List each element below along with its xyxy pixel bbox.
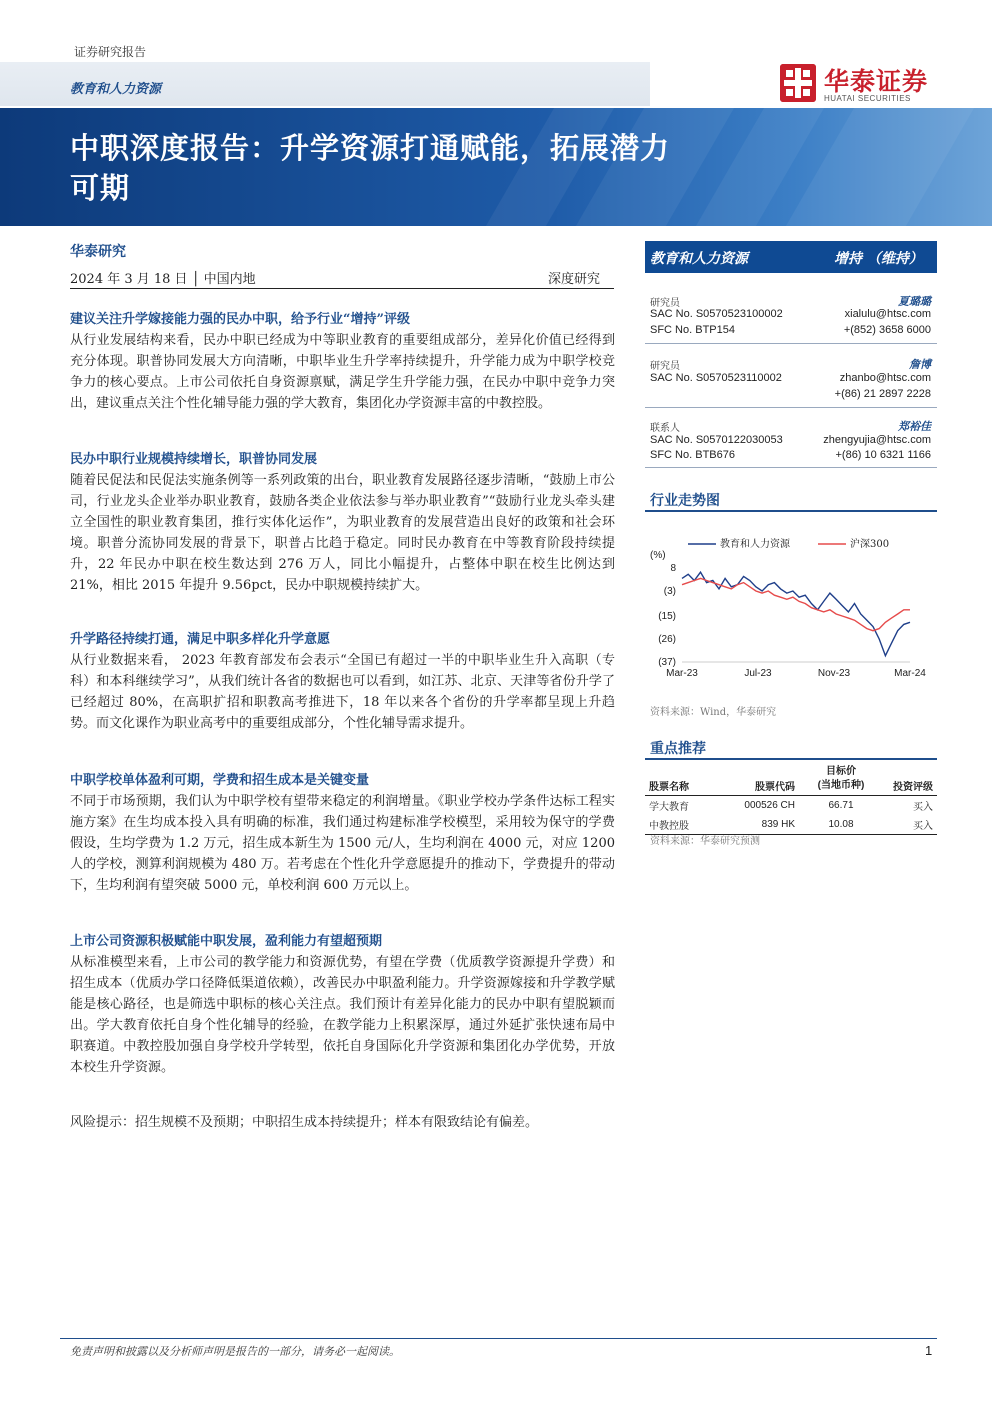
analyst-phone: +(86) 10 6321 1166 — [835, 449, 931, 461]
y-tick-label: (15) — [658, 611, 676, 623]
research-org: 华泰研究 — [70, 244, 126, 260]
target-price: 10.08 — [828, 819, 854, 830]
divider — [645, 467, 937, 468]
analyst-sac: SAC No. S0570523100002 — [650, 308, 783, 320]
section-body: 不同于市场预期，我们认为中职学校有望带来稳定的利润增量。《职业学校办学条件达标工程实施方案》在生均成本投入具有明确的标准，我们通过构建标准学校模型，采用较为保守的学费假设，生均学费为 1.2 万元，招生成本新生为 1500 元/人，生均利润在 4000 元，对应 1200 人的学校，测算利润规模为 480 万。若考虑在个性化升学意愿提升的推动下，学费提升的带动下，生均利润有望突破 5000 元，单校利润 600 万元以上。 — [70, 794, 615, 893]
sector-label: 教育和人力资源 — [70, 82, 162, 97]
col-header: (当地币种) — [817, 780, 865, 791]
analyst-role: 研究员 — [650, 361, 680, 372]
section-body: 随着民促法和民促法实施条例等一系列政策的出台，职业教育发展路径逐步清晰，“鼓励上市公司，行业龙头企业举办职业教育，鼓励各类企业依法参与举办职业教育”“鼓励行业龙头牵头建立全国性的职业教育集团，推行实体化运作”，为职业教育的发展营造出良好的政策和社会环境。职普分流协同发展的背景下，职普占比趋于稳定。同时民办教育在中等教育阶段持续提升，22 年民办中职在校生数达到 276 万人，同比小幅提升，占整体中职在校生比例达到 21%，相比 2015 年提升 9.56pct，民办中职规模持续扩大。 — [70, 473, 615, 593]
analyst-line — [650, 308, 931, 320]
section-heading: 中职学校单体盈利可期，学费和招生成本是关键变量 — [70, 773, 370, 788]
section-heading: 建议关注升学嫁接能力强的民办中职，给予行业“增持”评级 — [70, 312, 410, 327]
y-tick-label: (37) — [658, 657, 676, 668]
stock-code: 000526 CH — [744, 800, 795, 811]
y-tick-label: (26) — [658, 634, 676, 646]
recommend-title: 重点推荐 — [650, 741, 706, 757]
logo-subtext: HUATAI SECURITIES — [824, 94, 911, 103]
recommend-source: 资料来源：华泰研究预测 — [650, 836, 760, 847]
stock-name: 中教控股 — [649, 821, 689, 832]
col-header: 目标价 — [826, 766, 856, 777]
analyst-name: 郑裕佳 — [898, 420, 931, 433]
analyst-email[interactable]: xialulu@htsc.com — [844, 308, 931, 320]
analyst-sfc: SFC No. BTP154 — [650, 324, 735, 336]
report-type: 深度研究 — [548, 272, 601, 287]
section-body: 从标准模型来看，上市公司的教学能力和资源优势，有望在学费（优质教学资源提升学费）和招生成本（优质办学口径降低渠道依赖），改善民办中职盈利能力。升学资源嫁接和升学教学赋能是核心路径，也是筛选中职标的核心关注点。我们预计有差异化能力的民办中职有望脱颖而出。学大教育依托自身个性化辅导的经验，在教学能力上积累深厚，通过外延扩张快速布局中职赛道。中教控股加强自身学校升学转型，依托自身国际化升学资源和集团化办学优势，开放本校生升学资源。 — [70, 955, 615, 1075]
analyst-sfc: SFC No. BTB676 — [650, 449, 735, 461]
rating-value: 增持 （维持） — [834, 251, 923, 267]
rating-sector: 教育和人力资源 — [650, 251, 748, 267]
section-heading: 上市公司资源积极赋能中职发展，盈利能力有望超预期 — [70, 934, 383, 949]
analyst-role: 研究员 — [650, 298, 680, 309]
x-tick-label: Mar-24 — [894, 668, 926, 679]
divider — [70, 288, 614, 289]
analyst-role: 联系人 — [650, 423, 680, 434]
col-header: 股票代码 — [755, 782, 795, 793]
analyst-name: 詹博 — [909, 358, 931, 371]
stock-name: 学大教育 — [649, 802, 689, 813]
risk-warning: 风险提示：招生规模不及预期；中职招生成本持续提升；样本有限致结论有偏差。 — [70, 1115, 539, 1130]
analyst-line — [650, 449, 931, 461]
trend-title: 行业走势图 — [650, 493, 720, 509]
logo-text: 华泰证券 — [824, 68, 929, 96]
report-category: 证券研究报告 — [74, 45, 147, 59]
analyst-phone: +(86) 21 2897 2228 — [834, 388, 931, 400]
section-body: 从行业数据来看， 2023 年教育部发布会表示“全国已有超过一半的中职毕业生升入高职（专科）和本科继续学习”，从我们统计各省的数据也可以看到，如江苏、北京、天津等省份升学了已经超过 80%，在高职扩招和职教高考推进下，18 年以来各个省份的升学率都呈现上升趋势。而文化课作为职业高考中的重要组成部分，个性化辅导需求提升。 — [70, 653, 615, 731]
report-title: 中职深度报告：升学资源打通赋能，拓展潜力可期 — [70, 131, 671, 205]
analyst-line — [650, 372, 931, 384]
x-tick-label: Nov-23 — [817, 668, 851, 679]
footer-disclaimer: 免责声明和披露以及分析师声明是报告的一部分，请务必一起阅读。 — [70, 1345, 400, 1358]
analyst-sac: SAC No. S0570523110002 — [650, 372, 782, 384]
y-tick-label: (3) — [663, 585, 676, 597]
report-dateline: 2024 年 3 月 18 日 │ 中国内地 — [70, 272, 256, 287]
chart-legend — [688, 537, 889, 550]
section-heading: 升学路径持续打通，满足中职多样化升学意愿 — [70, 632, 331, 647]
section-body: 从行业发展结构来看，民办中职已经成为中等职业教育的重要组成部分，差异化价值已经得到充分体现。职普协同发展大方向清晰，中职毕业生升学率持续提升，升学能力成为中职学校竞争力的核心要点。上市公司依托自身资源禀赋，满足学生升学能力强，在民办中职中竞争力突出，建议重点关注个性化辅导能力强的学大教育，集团化办学资源丰富的中教控股。 — [70, 333, 615, 411]
divider — [645, 758, 937, 760]
divider — [645, 343, 937, 344]
legend-label: 沪深300 — [850, 539, 890, 550]
recommend-table — [645, 763, 937, 835]
table-row — [645, 796, 937, 816]
col-header: 股票名称 — [649, 782, 689, 793]
divider — [645, 407, 937, 408]
x-tick-label: Jul-23 — [744, 668, 772, 679]
series-line — [682, 572, 910, 656]
industry-trend-chart — [648, 532, 938, 692]
huatai-logo — [780, 62, 940, 106]
logo-mark-icon — [780, 64, 816, 102]
rating: 买入 — [913, 802, 933, 813]
analyst-sac: SAC No. S0570122030053 — [650, 434, 783, 446]
col-header-target-price — [799, 763, 883, 796]
analyst-name: 夏璐璐 — [898, 295, 931, 308]
analyst-email[interactable]: zhengyujia@htsc.com — [823, 434, 931, 446]
analyst-line — [650, 324, 931, 336]
col-header: 投资评级 — [893, 782, 933, 793]
stock-code: 839 HK — [761, 819, 795, 830]
legend-label: 教育和人力资源 — [720, 539, 790, 550]
analyst-line — [650, 434, 931, 446]
x-tick-label: Mar-23 — [666, 668, 698, 679]
footer-divider — [60, 1338, 937, 1339]
section-heading: 民办中职行业规模持续增长，职普协同发展 — [70, 452, 318, 467]
y-tick-label: 8 — [670, 563, 676, 574]
y-axis-label: (%) — [650, 550, 666, 561]
rating: 买入 — [913, 821, 933, 832]
divider — [645, 510, 937, 512]
chart-source: 资料来源：Wind，华泰研究 — [650, 707, 777, 718]
page-number: 1 — [925, 1343, 933, 1358]
analyst-phone: +(852) 3658 6000 — [843, 324, 931, 336]
target-price: 66.71 — [828, 800, 854, 811]
analyst-email[interactable]: zhanbo@htsc.com — [839, 372, 931, 384]
analyst-line — [650, 388, 931, 400]
